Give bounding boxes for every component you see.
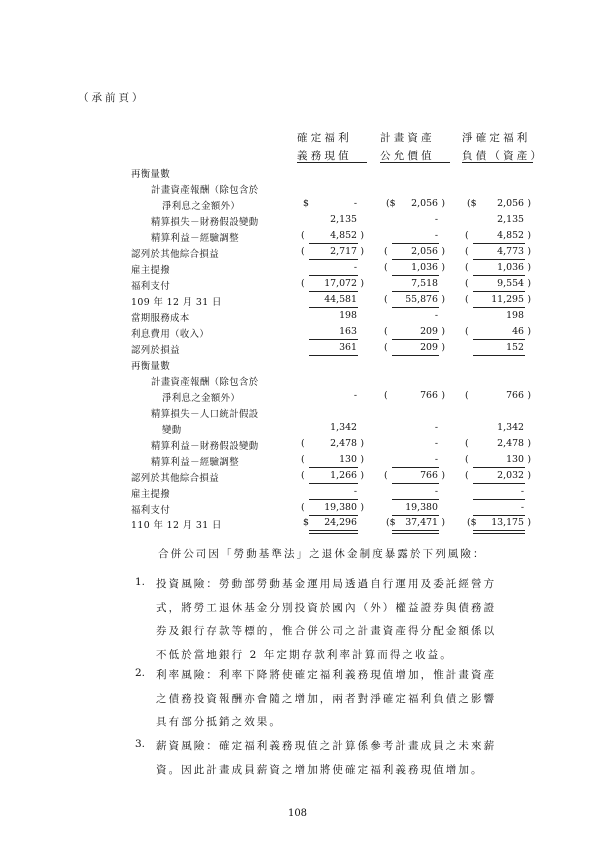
value-cell-c1 [301, 502, 365, 515]
open-paren: ( [465, 262, 469, 273]
open-paren: ( [384, 390, 388, 401]
value-cell-c1 [301, 470, 365, 483]
close-paren: ) [360, 454, 364, 465]
underline [309, 499, 358, 500]
table-row [0, 310, 595, 325]
value-cell-c1 [301, 326, 365, 339]
value-cell-c3 [465, 422, 532, 435]
amount: 1,036 [411, 262, 438, 273]
risk-number: 2. [135, 667, 146, 679]
value-cell-c3 [465, 310, 532, 323]
underline [392, 483, 439, 484]
value-cell-c2 [384, 230, 446, 243]
row-label: 雇主提撥 [131, 265, 171, 276]
close-paren: ) [441, 246, 445, 257]
amount: 130 [339, 454, 357, 465]
table-row [0, 470, 595, 485]
value-cell-c2 [384, 198, 446, 211]
row-label: 計畫資產報酬（除包含於 [151, 185, 259, 196]
amount: 361 [339, 342, 357, 353]
risk-text-line: 具有部分抵銷之效果。 [156, 716, 282, 728]
table-row [0, 486, 595, 501]
amount: 46 [512, 326, 524, 337]
close-paren: ) [441, 262, 445, 273]
value-cell-c2 [384, 470, 446, 483]
underline [392, 499, 439, 500]
amount: 2,478 [330, 438, 357, 449]
value-cell-c3 [465, 342, 532, 355]
open-paren: ( [465, 278, 469, 289]
row-label: 認列於其他綜合損益 [131, 249, 219, 260]
amount: 19,380 [324, 502, 357, 513]
amount: 11,295 [491, 294, 524, 305]
underline [392, 259, 439, 260]
amount: 4,773 [497, 246, 524, 257]
header-underline [380, 162, 450, 163]
amount: 7,518 [411, 278, 438, 289]
close-paren: ) [527, 246, 531, 257]
open-paren: ( [465, 438, 469, 449]
table-row [0, 166, 595, 181]
currency-sign: ($ [386, 198, 396, 209]
underline [473, 499, 525, 500]
underline [473, 275, 525, 276]
row-label: 福利支付 [131, 505, 171, 516]
table-row [0, 198, 595, 213]
underline [473, 291, 525, 292]
risk-text-line: 資。因此計畫成員薪資之增加將使確定福利義務現值增加。 [156, 763, 484, 776]
risk-text-line: 薪資風險：確定福利義務現值之計算係參考計畫成員之未來薪 [156, 740, 497, 752]
amount: 2,717 [330, 246, 357, 257]
value-cell-c3 [465, 262, 532, 275]
amount: 4,852 [330, 230, 357, 241]
row-label: 精算利益－經驗調整 [151, 233, 239, 244]
table-row [0, 406, 595, 421]
amount: 1,036 [497, 262, 524, 273]
amount: 24,296 [324, 517, 357, 528]
underline [392, 275, 439, 276]
amount: - [353, 262, 357, 273]
row-label: 計畫資產報酬（除包含於 [151, 377, 259, 388]
currency-sign: $ [303, 517, 309, 528]
open-paren: ( [301, 278, 305, 289]
amount: - [520, 486, 524, 497]
value-cell-c1 [301, 214, 365, 227]
risk-text-line: 之債務投資報酬亦會隨之增加，兩者對淨確定福利負債之影響 [156, 692, 497, 705]
underline [392, 307, 439, 308]
value-cell-c1 [301, 198, 365, 211]
row-label: 精算利益－經驗調整 [151, 457, 239, 468]
open-paren: ( [301, 454, 305, 465]
currency-sign: ($ [467, 198, 477, 209]
value-cell-c1 [301, 517, 365, 530]
value-cell-c1 [301, 422, 365, 435]
close-paren: ) [527, 390, 531, 401]
page-number: 108 [287, 808, 308, 819]
risk-number: 1. [135, 576, 146, 588]
amount: 152 [506, 342, 524, 353]
amount: 130 [506, 454, 524, 465]
value-cell-c2 [384, 342, 446, 355]
open-paren: ( [384, 470, 388, 481]
value-cell-c2 [384, 214, 446, 227]
header-col2-line-1: 公允價值 [380, 150, 435, 162]
row-label: 再衡量數 [131, 361, 171, 372]
table-row [0, 454, 595, 469]
row-label: 精算損失－財務假設變動 [151, 217, 259, 228]
open-paren: ( [465, 390, 469, 401]
table-row [0, 182, 595, 197]
underline [392, 515, 439, 516]
value-cell-c2 [384, 422, 446, 435]
amount: 2,056 [411, 198, 438, 209]
continued-note: （承前頁） [78, 92, 146, 104]
value-cell-c1 [301, 454, 365, 467]
underline [309, 483, 358, 484]
value-cell-c3 [465, 278, 532, 291]
amount: 2,135 [330, 214, 357, 225]
value-cell-c3 [465, 486, 532, 499]
underline [473, 467, 525, 468]
open-paren: ( [384, 246, 388, 257]
risk-number: 3. [135, 738, 146, 750]
table-row [0, 390, 595, 405]
underline [392, 291, 439, 292]
underline [392, 243, 439, 244]
underline [309, 355, 358, 356]
close-paren: ) [360, 278, 364, 289]
close-paren: ) [441, 294, 445, 305]
value-cell-c3 [465, 246, 532, 259]
open-paren: ( [301, 502, 305, 513]
close-paren: ) [527, 262, 531, 273]
underline [473, 259, 525, 260]
underline [392, 339, 439, 340]
close-paren: ) [527, 230, 531, 241]
close-paren: ) [441, 342, 445, 353]
close-paren: ) [360, 438, 364, 449]
header-underline [462, 162, 533, 163]
amount: - [434, 438, 438, 449]
amount: 163 [339, 326, 357, 337]
amount: 55,876 [405, 294, 438, 305]
open-paren: ( [465, 246, 469, 257]
amount: 1,266 [330, 470, 357, 481]
value-cell-c3 [465, 198, 532, 211]
amount: - [434, 486, 438, 497]
value-cell-c3 [465, 454, 532, 467]
row-label: 認列於其他綜合損益 [131, 473, 219, 484]
row-label: 認列於損益 [131, 345, 180, 356]
value-cell-c2 [384, 246, 446, 259]
value-cell-c1 [301, 486, 365, 499]
amount: 13,175 [491, 517, 524, 528]
open-paren: ( [384, 262, 388, 273]
row-label: 109 年 12 月 31 日 [131, 297, 222, 308]
risk-text-line: 不低於當地銀行 2 年定期存款利率計算而得之收益。 [156, 648, 453, 661]
amount: - [434, 310, 438, 321]
open-paren: ( [465, 326, 469, 337]
row-label: 再衡量數 [131, 169, 171, 180]
value-cell-c3 [465, 214, 532, 227]
open-paren: ( [465, 470, 469, 481]
close-paren: ) [441, 517, 445, 528]
value-cell-c3 [465, 502, 532, 515]
row-label: 精算利益－財務假設變動 [151, 441, 259, 452]
value-cell-c2 [384, 326, 446, 339]
value-cell-c1 [301, 310, 365, 323]
underline [309, 339, 358, 340]
intro-text: 合併公司因「勞動基準法」之退休金制度暴露於下列風險： [158, 548, 486, 560]
risk-text-line: 投資風險：勞動部勞動基金運用局透過自行運用及委託經營方 [156, 578, 497, 590]
row-label: 福利支付 [131, 281, 171, 292]
underline [309, 467, 358, 468]
amount: 4,852 [497, 230, 524, 241]
close-paren: ) [360, 502, 364, 513]
table-row [0, 230, 595, 245]
open-paren: ( [384, 326, 388, 337]
underline [473, 355, 525, 356]
row-label: 變動 [162, 425, 182, 436]
amount: - [353, 486, 357, 497]
double-underline [392, 530, 439, 534]
underline [473, 483, 525, 484]
underline [473, 339, 525, 340]
close-paren: ) [360, 230, 364, 241]
table-row [0, 262, 595, 277]
amount: 2,478 [497, 438, 524, 449]
close-paren: ) [360, 470, 364, 481]
currency-sign: ($ [467, 517, 477, 528]
risk-text-line: 利率風險：利率下降將使確定福利義務現值增加，惟計畫資產 [156, 669, 497, 681]
value-cell-c2 [384, 486, 446, 499]
header-col2-line-0: 計畫資產 [380, 132, 435, 144]
amount: 198 [506, 310, 524, 321]
amount: - [353, 390, 357, 401]
underline [309, 515, 358, 516]
amount: - [434, 422, 438, 433]
close-paren: ) [527, 517, 531, 528]
amount: - [520, 502, 524, 513]
double-underline [309, 530, 358, 534]
table-row [0, 438, 595, 453]
table-row [0, 326, 595, 341]
value-cell-c1 [301, 230, 365, 243]
amount: 2,056 [411, 246, 438, 257]
close-paren: ) [527, 278, 531, 289]
table-row [0, 358, 595, 373]
value-cell-c3 [465, 470, 532, 483]
table-row [0, 278, 595, 293]
amount: 766 [420, 390, 438, 401]
value-cell-c2 [384, 438, 446, 451]
amount: 198 [339, 310, 357, 321]
value-cell-c2 [384, 262, 446, 275]
risk-text-line: 券及銀行存款等標的，惟合併公司之計畫資產得分配金額係以 [156, 625, 497, 637]
value-cell-c3 [465, 294, 532, 307]
value-cell-c1 [301, 390, 365, 403]
row-label: 精算損失－人口統計假設 [151, 409, 259, 420]
amount: 1,342 [497, 422, 524, 433]
open-paren: ( [301, 438, 305, 449]
currency-sign: $ [303, 198, 309, 209]
amount: - [434, 454, 438, 465]
table-row [0, 246, 595, 261]
value-cell-c1 [301, 246, 365, 259]
value-cell-c2 [384, 517, 446, 530]
table-row [0, 294, 595, 309]
amount: 1,342 [330, 422, 357, 433]
amount: - [434, 230, 438, 241]
amount: - [353, 198, 357, 209]
value-cell-c3 [465, 326, 532, 339]
value-cell-c2 [384, 390, 446, 403]
header-col1-line-0: 確定福利 [297, 132, 352, 144]
table-row [0, 517, 595, 532]
value-cell-c1 [301, 342, 365, 355]
underline [309, 243, 358, 244]
open-paren: ( [384, 294, 388, 305]
close-paren: ) [441, 326, 445, 337]
amount: 44,581 [324, 294, 357, 305]
close-paren: ) [441, 470, 445, 481]
underline [309, 259, 358, 260]
row-label: 淨利息之金額外） [162, 393, 241, 404]
header-underline [297, 162, 367, 163]
value-cell-c1 [301, 262, 365, 275]
double-underline [473, 530, 525, 534]
underline [309, 307, 358, 308]
close-paren: ) [527, 454, 531, 465]
row-label: 淨利息之金額外） [162, 201, 241, 212]
value-cell-c1 [301, 278, 365, 291]
risk-text-line: 式，將勞工退休基金分別投資於國內（外）權益證券與債務證 [156, 601, 497, 614]
value-cell-c2 [384, 502, 446, 515]
amount: 19,380 [405, 502, 438, 513]
open-paren: ( [301, 246, 305, 257]
close-paren: ) [360, 246, 364, 257]
amount: 209 [420, 342, 438, 353]
underline [473, 307, 525, 308]
value-cell-c3 [465, 438, 532, 451]
underline [309, 275, 358, 276]
open-paren: ( [465, 230, 469, 241]
close-paren: ) [527, 438, 531, 449]
underline [309, 291, 358, 292]
table-row [0, 214, 595, 229]
close-paren: ) [527, 326, 531, 337]
underline [473, 243, 525, 244]
open-paren: ( [465, 454, 469, 465]
table-row [0, 502, 595, 517]
table-row [0, 342, 595, 357]
table-row [0, 422, 595, 437]
close-paren: ) [441, 390, 445, 401]
open-paren: ( [384, 342, 388, 353]
header-col3-line-0: 淨確定福利 [462, 132, 531, 144]
amount: 9,554 [497, 278, 524, 289]
header-col3-line-1: 負債（資產） [462, 150, 545, 162]
value-cell-c2 [384, 454, 446, 467]
close-paren: ) [527, 470, 531, 481]
underline [473, 515, 525, 516]
value-cell-c2 [384, 278, 446, 291]
open-paren: ( [465, 294, 469, 305]
open-paren: ( [301, 470, 305, 481]
row-label: 利息費用（收入） [131, 329, 210, 340]
value-cell-c3 [465, 390, 532, 403]
amount: 2,032 [497, 470, 524, 481]
amount: 766 [420, 470, 438, 481]
value-cell-c2 [384, 310, 446, 323]
value-cell-c2 [384, 294, 446, 307]
close-paren: ) [527, 294, 531, 305]
value-cell-c3 [465, 517, 532, 530]
amount: 209 [420, 326, 438, 337]
amount: 2,056 [497, 198, 524, 209]
value-cell-c1 [301, 438, 365, 451]
header-col1-line-1: 義務現值 [297, 150, 352, 162]
amount: - [434, 214, 438, 225]
row-label: 110 年 12 月 31 日 [131, 520, 222, 531]
amount: 17,072 [324, 278, 357, 289]
table-row [0, 374, 595, 389]
value-cell-c3 [465, 230, 532, 243]
open-paren: ( [301, 230, 305, 241]
amount: 766 [506, 390, 524, 401]
row-label: 當期服務成本 [131, 313, 190, 324]
row-label: 雇主提撥 [131, 489, 171, 500]
amount: 2,135 [497, 214, 524, 225]
amount: 37,471 [405, 517, 438, 528]
close-paren: ) [527, 198, 531, 209]
close-paren: ) [441, 198, 445, 209]
underline [392, 467, 439, 468]
underline [392, 355, 439, 356]
currency-sign: ($ [386, 517, 396, 528]
value-cell-c1 [301, 294, 365, 307]
